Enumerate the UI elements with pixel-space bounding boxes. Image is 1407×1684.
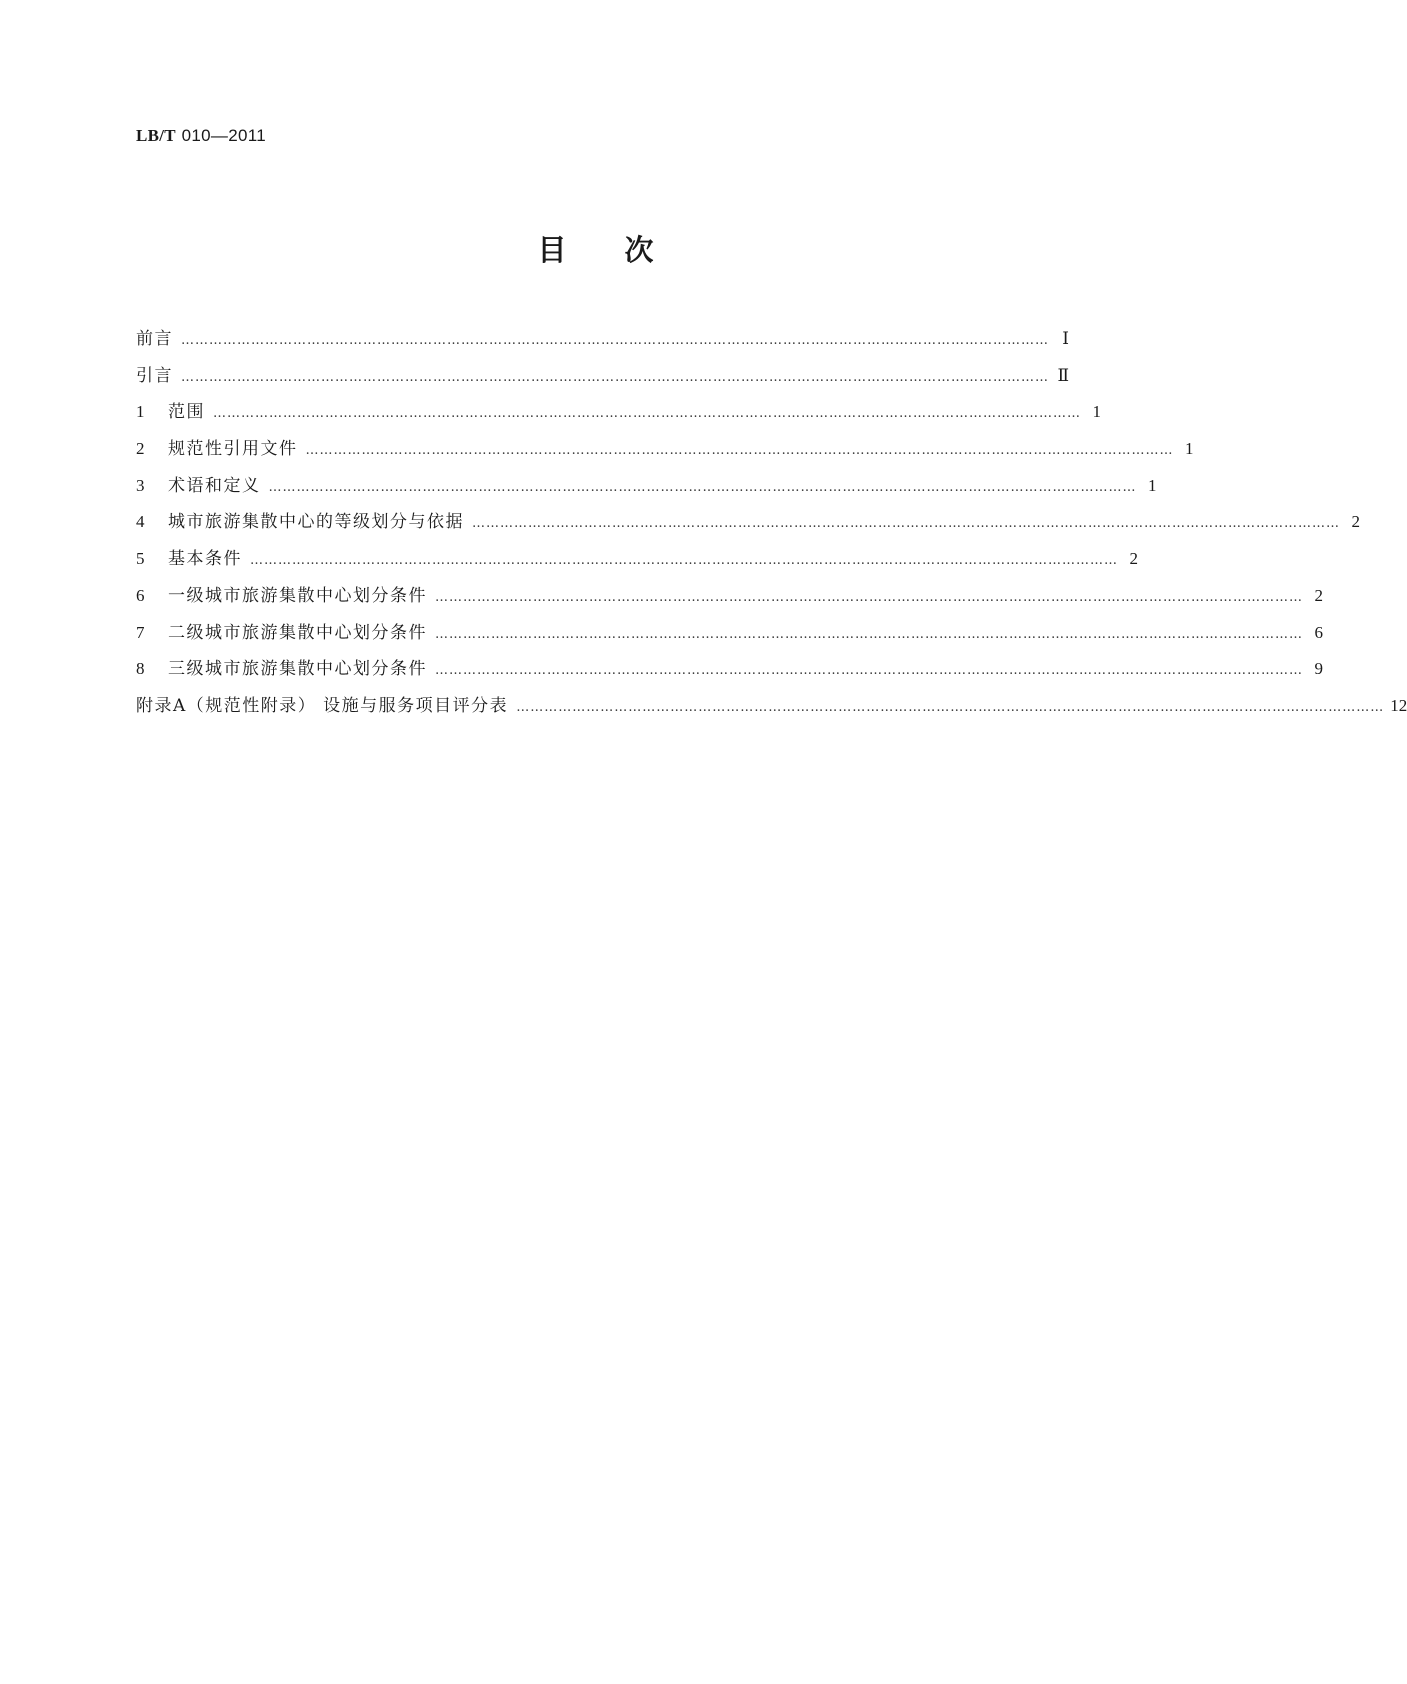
toc-item-label: 引言 (136, 365, 173, 386)
toc-item-label: 基本条件 (168, 549, 242, 570)
toc-item-page: 6 (1314, 622, 1323, 642)
toc-item-level-one[interactable] (136, 581, 1323, 618)
toc-item-page: Ⅰ (1062, 329, 1069, 348)
toc-item-page: 2 (1314, 585, 1323, 605)
document-code-prefix: LB/T (136, 126, 176, 145)
toc-item-label: 三级城市旅游集散中心划分条件 (168, 659, 427, 680)
toc-item-terms-definitions[interactable] (136, 471, 1157, 508)
toc-dot-leader: …………………………………………………………………………………………………………………………………………………………………… (268, 479, 1137, 495)
toc-item-normative-references[interactable] (136, 434, 1194, 471)
toc-item-page: 1 (1092, 402, 1101, 422)
toc-item-number: 1 (136, 402, 145, 422)
toc-item-number: 5 (136, 549, 145, 569)
toc-item-grading-basis[interactable] (136, 507, 1360, 544)
toc-item-number: 2 (136, 439, 145, 459)
toc-dot-leader: …………………………………………………………………………………………………………………………………………………………………… (435, 626, 1303, 642)
toc-item-page: 12 (1390, 695, 1407, 715)
table-of-contents (136, 324, 1407, 728)
toc-dot-leader: …………………………………………………………………………………………………………………………………………………………………… (435, 589, 1303, 605)
toc-dot-leader: …………………………………………………………………………………………………………………………………………………………………… (250, 553, 1118, 569)
toc-item-number: 7 (136, 622, 145, 642)
toc-item-number: 4 (136, 512, 145, 532)
toc-item-page: 9 (1314, 659, 1323, 679)
toc-item-label: 范围 (168, 402, 205, 423)
toc-item-scope[interactable] (136, 397, 1101, 434)
page-title: 目次 (537, 233, 712, 267)
toc-item-label: 二级城市旅游集散中心划分条件 (168, 622, 427, 643)
toc-dot-leader: …………………………………………………………………………………………………………………………………………………………………… (516, 699, 1385, 715)
toc-dot-leader: …………………………………………………………………………………………………………………………………………………………………… (435, 663, 1303, 679)
toc-item-label: 城市旅游集散中心的等级划分与依据 (168, 512, 464, 533)
toc-item-page: 2 (1129, 549, 1138, 569)
toc-item-level-three[interactable] (136, 654, 1323, 691)
toc-item-basic-conditions[interactable] (136, 544, 1138, 581)
toc-dot-leader: …………………………………………………………………………………………………………………………………………………………………… (472, 516, 1340, 532)
toc-item-number: 8 (136, 659, 145, 679)
toc-item-page: Ⅱ (1057, 365, 1069, 385)
toc-item-introduction[interactable] (136, 361, 1069, 398)
document-code (136, 126, 266, 146)
toc-item-foreword[interactable] (136, 324, 1069, 361)
toc-dot-leader: …………………………………………………………………………………………………………………………………………………………………… (181, 333, 1049, 348)
toc-item-number: 6 (136, 585, 145, 605)
toc-item-label: 附录A（规范性附录） 设施与服务项目评分表 (136, 695, 509, 716)
toc-item-appendix-a[interactable] (136, 691, 1407, 728)
toc-item-page: 2 (1351, 512, 1360, 532)
toc-item-page: 1 (1148, 475, 1157, 495)
toc-item-label: 前言 (136, 329, 173, 349)
toc-item-level-two[interactable] (136, 618, 1323, 655)
toc-item-number: 3 (136, 475, 145, 495)
toc-dot-leader: …………………………………………………………………………………………………………………………………………………………………… (181, 369, 1049, 385)
document-code-number: 010—2011 (181, 126, 266, 145)
toc-item-label: 术语和定义 (168, 475, 261, 496)
toc-item-label: 规范性引用文件 (168, 439, 298, 460)
toc-dot-leader: …………………………………………………………………………………………………………………………………………………………………… (305, 443, 1174, 459)
toc-item-page: 1 (1185, 439, 1194, 459)
toc-item-label: 一级城市旅游集散中心划分条件 (168, 585, 427, 606)
toc-dot-leader: …………………………………………………………………………………………………………………………………………………………………… (213, 406, 1081, 422)
